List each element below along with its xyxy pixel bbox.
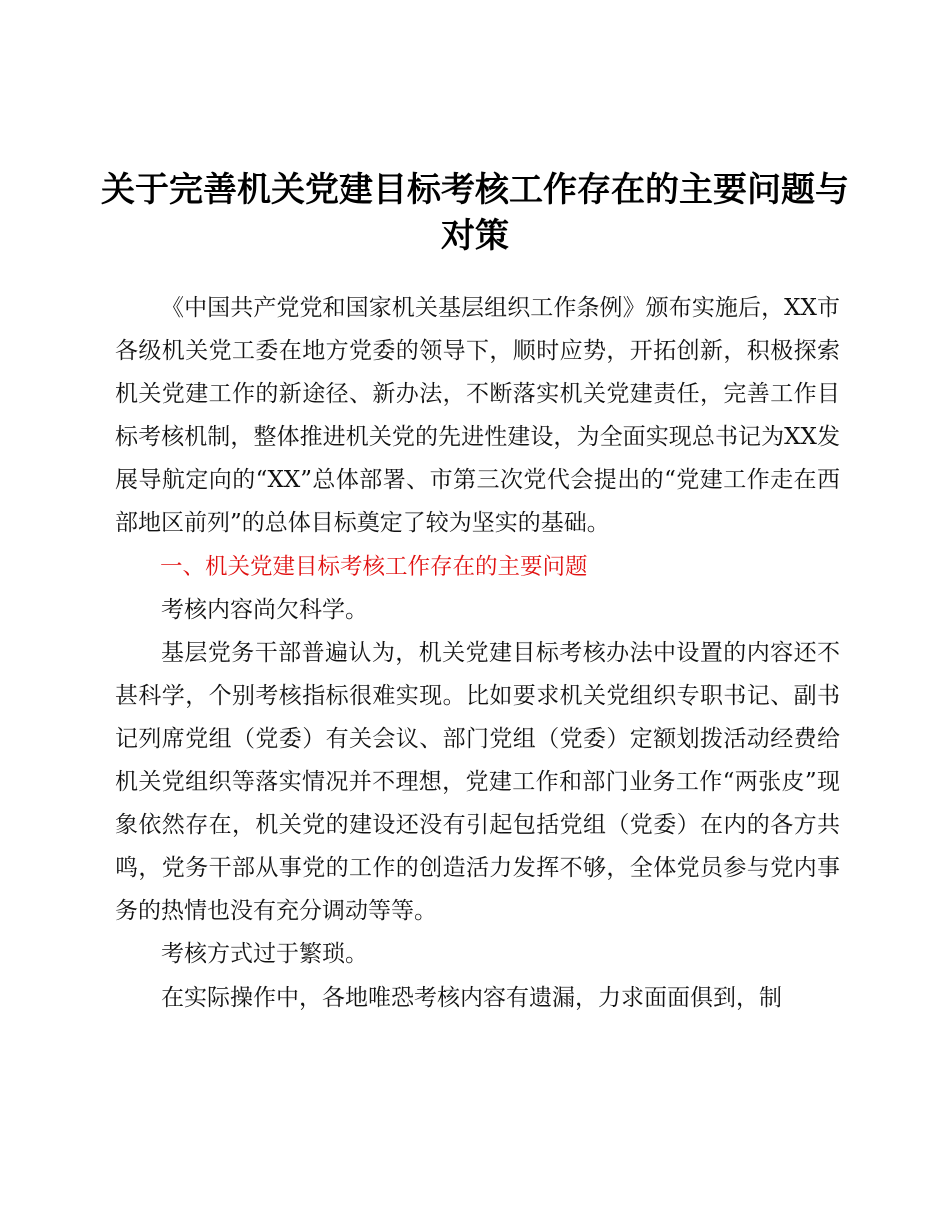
document-title: 关于完善机关党建目标考核工作存在的主要问题与对策: [101, 170, 849, 256]
intro-paragraph: 《中国共产党党和国家机关基层组织工作条例》颁布实施后，XX市各级机关党工委在地方党委的领导下，顺时应势，开拓创新，积极探索机关党建工作的新途径、新办法，不断落实机关党建责任，完善工作目标考核机制，整体推进机关党的先进性建设，为全面实现总书记为XX发展导航定向的“XX”总体部署、市第三次党代会提出的“党建工作走在西部地区前列”的总体目标奠定了较为坚实的基础。: [115, 295, 840, 537]
subheading-content: 考核内容尚欠科学。: [161, 596, 368, 623]
body-paragraph: 基层党务干部普遍认为，机关党建目标考核办法中设置的内容还不甚科学，个别考核指标很难实现。比如要求机关党组织专职书记、副书记列席党组（党委）有关会议、部门党组（党委）定额划拨活动经费给机关党组织等落实情况并不理想，党建工作和部门业务工作“两张皮”现象依然存在，机关党的建设还没有引起包括党组（党委）在内的各方共鸣，党务干部从事党的工作的创造活力发挥不够，全体党员参与党内事务的热情也没有充分调动等等。: [115, 639, 840, 925]
body-paragraph-continued: 在实际操作中，各地唯恐考核内容有遗漏，力求面面俱到，制: [161, 984, 782, 1011]
subheading-method: 考核方式过于繁琐。: [161, 941, 368, 968]
section-heading: 一、机关党建目标考核工作存在的主要问题: [160, 553, 588, 580]
document-body: [115, 287, 840, 1020]
